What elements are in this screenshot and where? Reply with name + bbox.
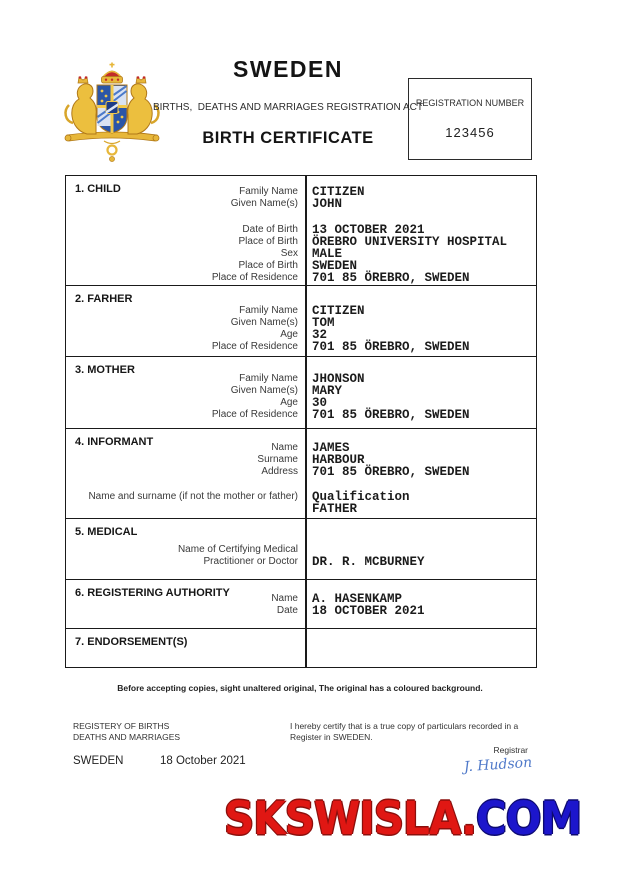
footer-place: SWEDEN: [73, 755, 124, 767]
registrar-signature: J. Hudson: [463, 754, 533, 776]
field-row: [66, 556, 536, 568]
field-row: [66, 503, 536, 515]
registry-block: [73, 721, 180, 743]
field-value: Qualification: [312, 490, 410, 504]
field-row: [66, 248, 536, 260]
field-label: Given Name(s): [230, 385, 298, 396]
registration-number-value: 123456: [445, 125, 495, 140]
field-value: ÖREBRO UNIVERSITY HOSPITAL: [312, 235, 508, 249]
field-value: 30: [312, 396, 328, 410]
field-row: [66, 373, 536, 385]
registration-number-label: REGISTRATION NUMBER: [415, 98, 525, 108]
field-value: JHONSON: [312, 372, 365, 386]
section-title: 6. REGISTERING AUTHORITY: [75, 587, 230, 599]
field-value: 18 OCTOBER 2021: [312, 604, 425, 618]
field-value: A. HASENKAMP: [312, 592, 403, 606]
field-value: MALE: [312, 247, 343, 261]
site-watermark: [212, 792, 593, 845]
field-value: FATHER: [312, 502, 358, 516]
field-label: Family Name: [239, 305, 298, 316]
field-value: TOM: [312, 316, 335, 330]
watermark-red-part: SKSWISLA.: [224, 792, 477, 845]
field-row: [66, 236, 536, 248]
field-label: Place of Residence: [211, 341, 298, 352]
registration-number-box: [408, 78, 532, 160]
field-row: [66, 272, 536, 284]
field-value: HARBOUR: [312, 453, 365, 467]
field-label: Surname: [257, 454, 298, 465]
section-registering-authority: [66, 580, 536, 629]
field-label: Place of Residence: [211, 409, 298, 420]
field-row: [66, 593, 536, 605]
field-label: Family Name: [239, 186, 298, 197]
copy-notice: Before accepting copies, sight unaltered original, The original has a coloured background.: [117, 683, 483, 693]
field-label: Age: [280, 397, 298, 408]
field-label: Family Name: [239, 373, 298, 384]
footer-date: 18 October 2021: [160, 755, 246, 767]
field-row: [66, 605, 536, 617]
field-value: CITIZEN: [312, 185, 365, 199]
field-row: [66, 317, 536, 329]
field-value: 701 85 ÖREBRO, SWEDEN: [312, 465, 470, 479]
section-endorsements: [66, 629, 536, 667]
section-mother: [66, 357, 536, 429]
section-title: 1. CHILD: [75, 183, 121, 195]
registrar-label: Registrar: [493, 745, 528, 755]
section-title: 4. INFORMANT: [75, 436, 154, 448]
field-value: [305, 544, 312, 556]
field-label: Date of Birth: [242, 224, 298, 235]
field-label: Place of Birth: [238, 236, 298, 247]
field-value: SWEDEN: [312, 259, 358, 273]
certify-block: [290, 721, 535, 743]
section-title: 3. MOTHER: [75, 364, 135, 376]
field-value: 13 OCTOBER 2021: [312, 223, 425, 237]
field-label: Place of Residence: [211, 272, 298, 283]
field-value: 32: [312, 328, 328, 342]
certify-line-1: I hereby certify that is a true copy of particulars recorded in a: [290, 721, 519, 731]
field-row: [66, 341, 536, 353]
registry-line-2: DEATHS AND MARRIAGES: [73, 732, 181, 742]
certify-line-2: Register in SWEDEN.: [290, 732, 373, 742]
field-row: [66, 186, 536, 198]
field-value: JAMES: [312, 441, 350, 455]
registration-act-line: BIRTHS, DEATHS AND MARRIAGES REGISTRATION ACT: [152, 102, 424, 113]
section-child: [66, 176, 536, 286]
field-value: 701 85 ÖREBRO, SWEDEN: [312, 340, 470, 354]
field-row: [66, 198, 536, 210]
certificate-title: BIRTH CERTIFICATE: [202, 129, 374, 147]
section-informant: [66, 429, 536, 519]
field-row: [66, 466, 536, 478]
field-label: Name and surname (if not the mother or father): [88, 491, 298, 502]
field-label: Given Name(s): [230, 317, 298, 328]
registry-line-1: REGISTERY OF BIRTHS: [73, 721, 170, 731]
field-value: 701 85 ÖREBRO, SWEDEN: [312, 408, 470, 422]
sweden-coat-of-arms-icon: [57, 61, 167, 166]
field-label: Sex: [280, 248, 298, 259]
field-label: [66, 503, 305, 515]
field-label: Date: [276, 605, 298, 616]
watermark-blue-part: COM: [476, 792, 582, 845]
country-title: SWEDEN: [233, 56, 343, 82]
field-label: Given Name(s): [230, 198, 298, 209]
field-value: MARY: [312, 384, 343, 398]
field-value: 701 85 ÖREBRO, SWEDEN: [312, 271, 470, 285]
section-father: [66, 286, 536, 357]
field-label: Age: [280, 329, 298, 340]
field-label: Place of Birth: [238, 260, 298, 271]
field-row: [66, 544, 536, 556]
section-title: 2. FARHER: [75, 293, 133, 305]
section-title: 7. ENDORSEMENT(S): [75, 636, 188, 648]
field-value: DR. R. MCBURNEY: [312, 555, 425, 569]
field-label: Address: [261, 466, 298, 477]
field-row: [66, 409, 536, 421]
field-label: Name: [271, 593, 298, 604]
field-row: [66, 491, 536, 503]
field-value: CITIZEN: [312, 304, 365, 318]
section-title: 5. MEDICAL: [75, 526, 138, 538]
field-row: [66, 442, 536, 454]
field-label: Practitioner or Doctor: [203, 556, 298, 567]
certificate-table: [65, 175, 537, 668]
field-label: Name of Certifying Medical: [177, 544, 298, 555]
field-label: Name: [271, 442, 298, 453]
field-value: JOHN: [312, 197, 343, 211]
field-row: [66, 385, 536, 397]
field-row: [66, 305, 536, 317]
section-medical: [66, 519, 536, 580]
